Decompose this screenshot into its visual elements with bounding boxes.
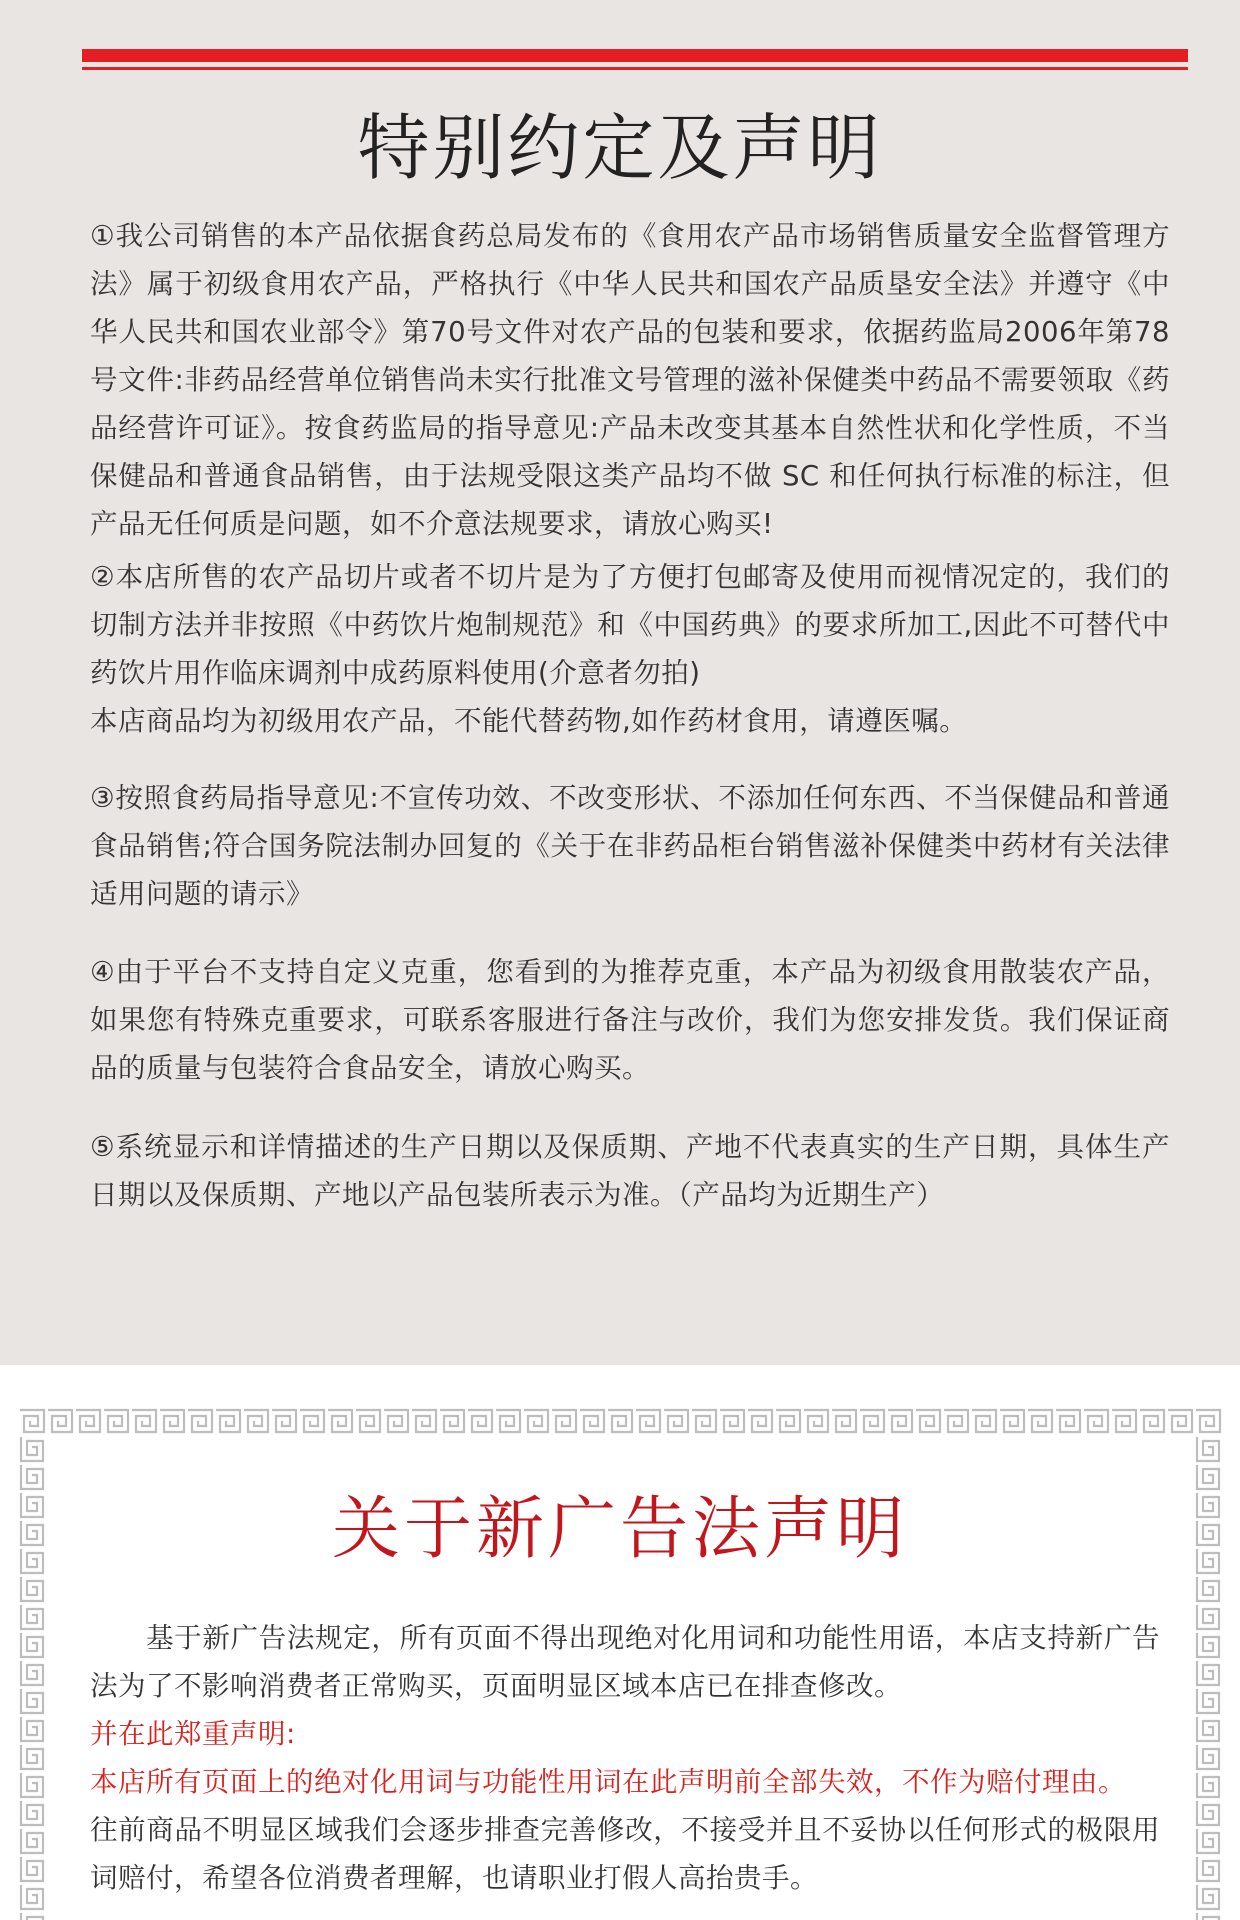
header-red-line [82, 67, 1188, 70]
declaration-item-4: ④由于平台不支持自定义克重，您看到的为推荐克重，本产品为初级食用散装农产品，如果您有特殊克重要求，可联系客服进行备注与改价，我们为您安排发货。我们保证商品的质量与包装符合食品安全，请放心购买。 [90, 956, 1170, 1084]
declaration-item-3: ③按照食药局指导意见:不宣传功效、不改变形状、不添加任何东西、不当保健品和普通食品销售;符合国务院法制办回复的《关于在非药品柜台销售滋补保健类中药材有关法律适用问题的请示》 [90, 782, 1170, 910]
declaration-item-1: ①我公司销售的本产品依据食药总局发布的《食用农产品市场销售质量安全监督管理方法》属于初级食用农产品，严格执行《中华人民共和国农产品质垦安全法》并遵守《中华人民共和国农业部令》第70号文件对农产品的包装和要求，依据药监局2006年第78号文件:非药品经营单位销售尚未实行批准文号管理的滋补保健类中药品不需要领取《药品经营许可证》。按食药监局的指导意见:产品未改变其基本自然性状和化学性质，不当保健品和普通食品销售，由于法规受限这类产品均不做 SC 和任何执行标准的标注，但产品无任何质是问题，如不介意法规要求，请放心购买! [90, 220, 1170, 540]
ad-law-closing: 往前商品不明显区域我们会逐步排查完善修改，不接受并且不妥协以任何形式的极限用词赔付，希望各位消费者理解，也请职业打假人高抬贵手。 [90, 1814, 1160, 1894]
ad-law-title: 关于新广告法声明 [331, 1490, 908, 1569]
declaration-title: 特别约定及声明 [357, 106, 883, 190]
fret-border-top [18, 1407, 1222, 1435]
declaration-item-5: ⑤系统显示和详情描述的生产日期以及保质期、产地不代表真实的生产日期，具体生产日期以及保质期、产地以产品包装所表示为准。（产品均为近期生产） [90, 1131, 1170, 1211]
ad-law-notice-body: 本店所有页面上的绝对化用词与功能性用词在此声明前全部失效，不作为赔付理由。 [90, 1766, 1126, 1798]
declaration-item-2-note: 本店商品均为初级用农产品，不能代替药物,如作药材食用，请遵医嘱。 [90, 705, 968, 737]
declaration-item-2: ②本店所售的农产品切片或者不切片是为了方便打包邮寄及使用而视情况定的，我们的切制方法并非按照《中药饮片炮制规范》和《中国药典》的要求所加工,因此不可替代中药饮片用作临床调剂中成药原料使用(介意者勿拍) [90, 561, 1170, 689]
header-red-bar [82, 49, 1188, 62]
ad-law-notice-heading: 并在此郑重声明: [90, 1718, 296, 1750]
ad-law-intro: 基于新广告法规定，所有页面不得出现绝对化用词和功能性用语，本店支持新广告法为了不影响消费者正常购买，页面明显区域本店已在排查修改。 [90, 1622, 1160, 1702]
